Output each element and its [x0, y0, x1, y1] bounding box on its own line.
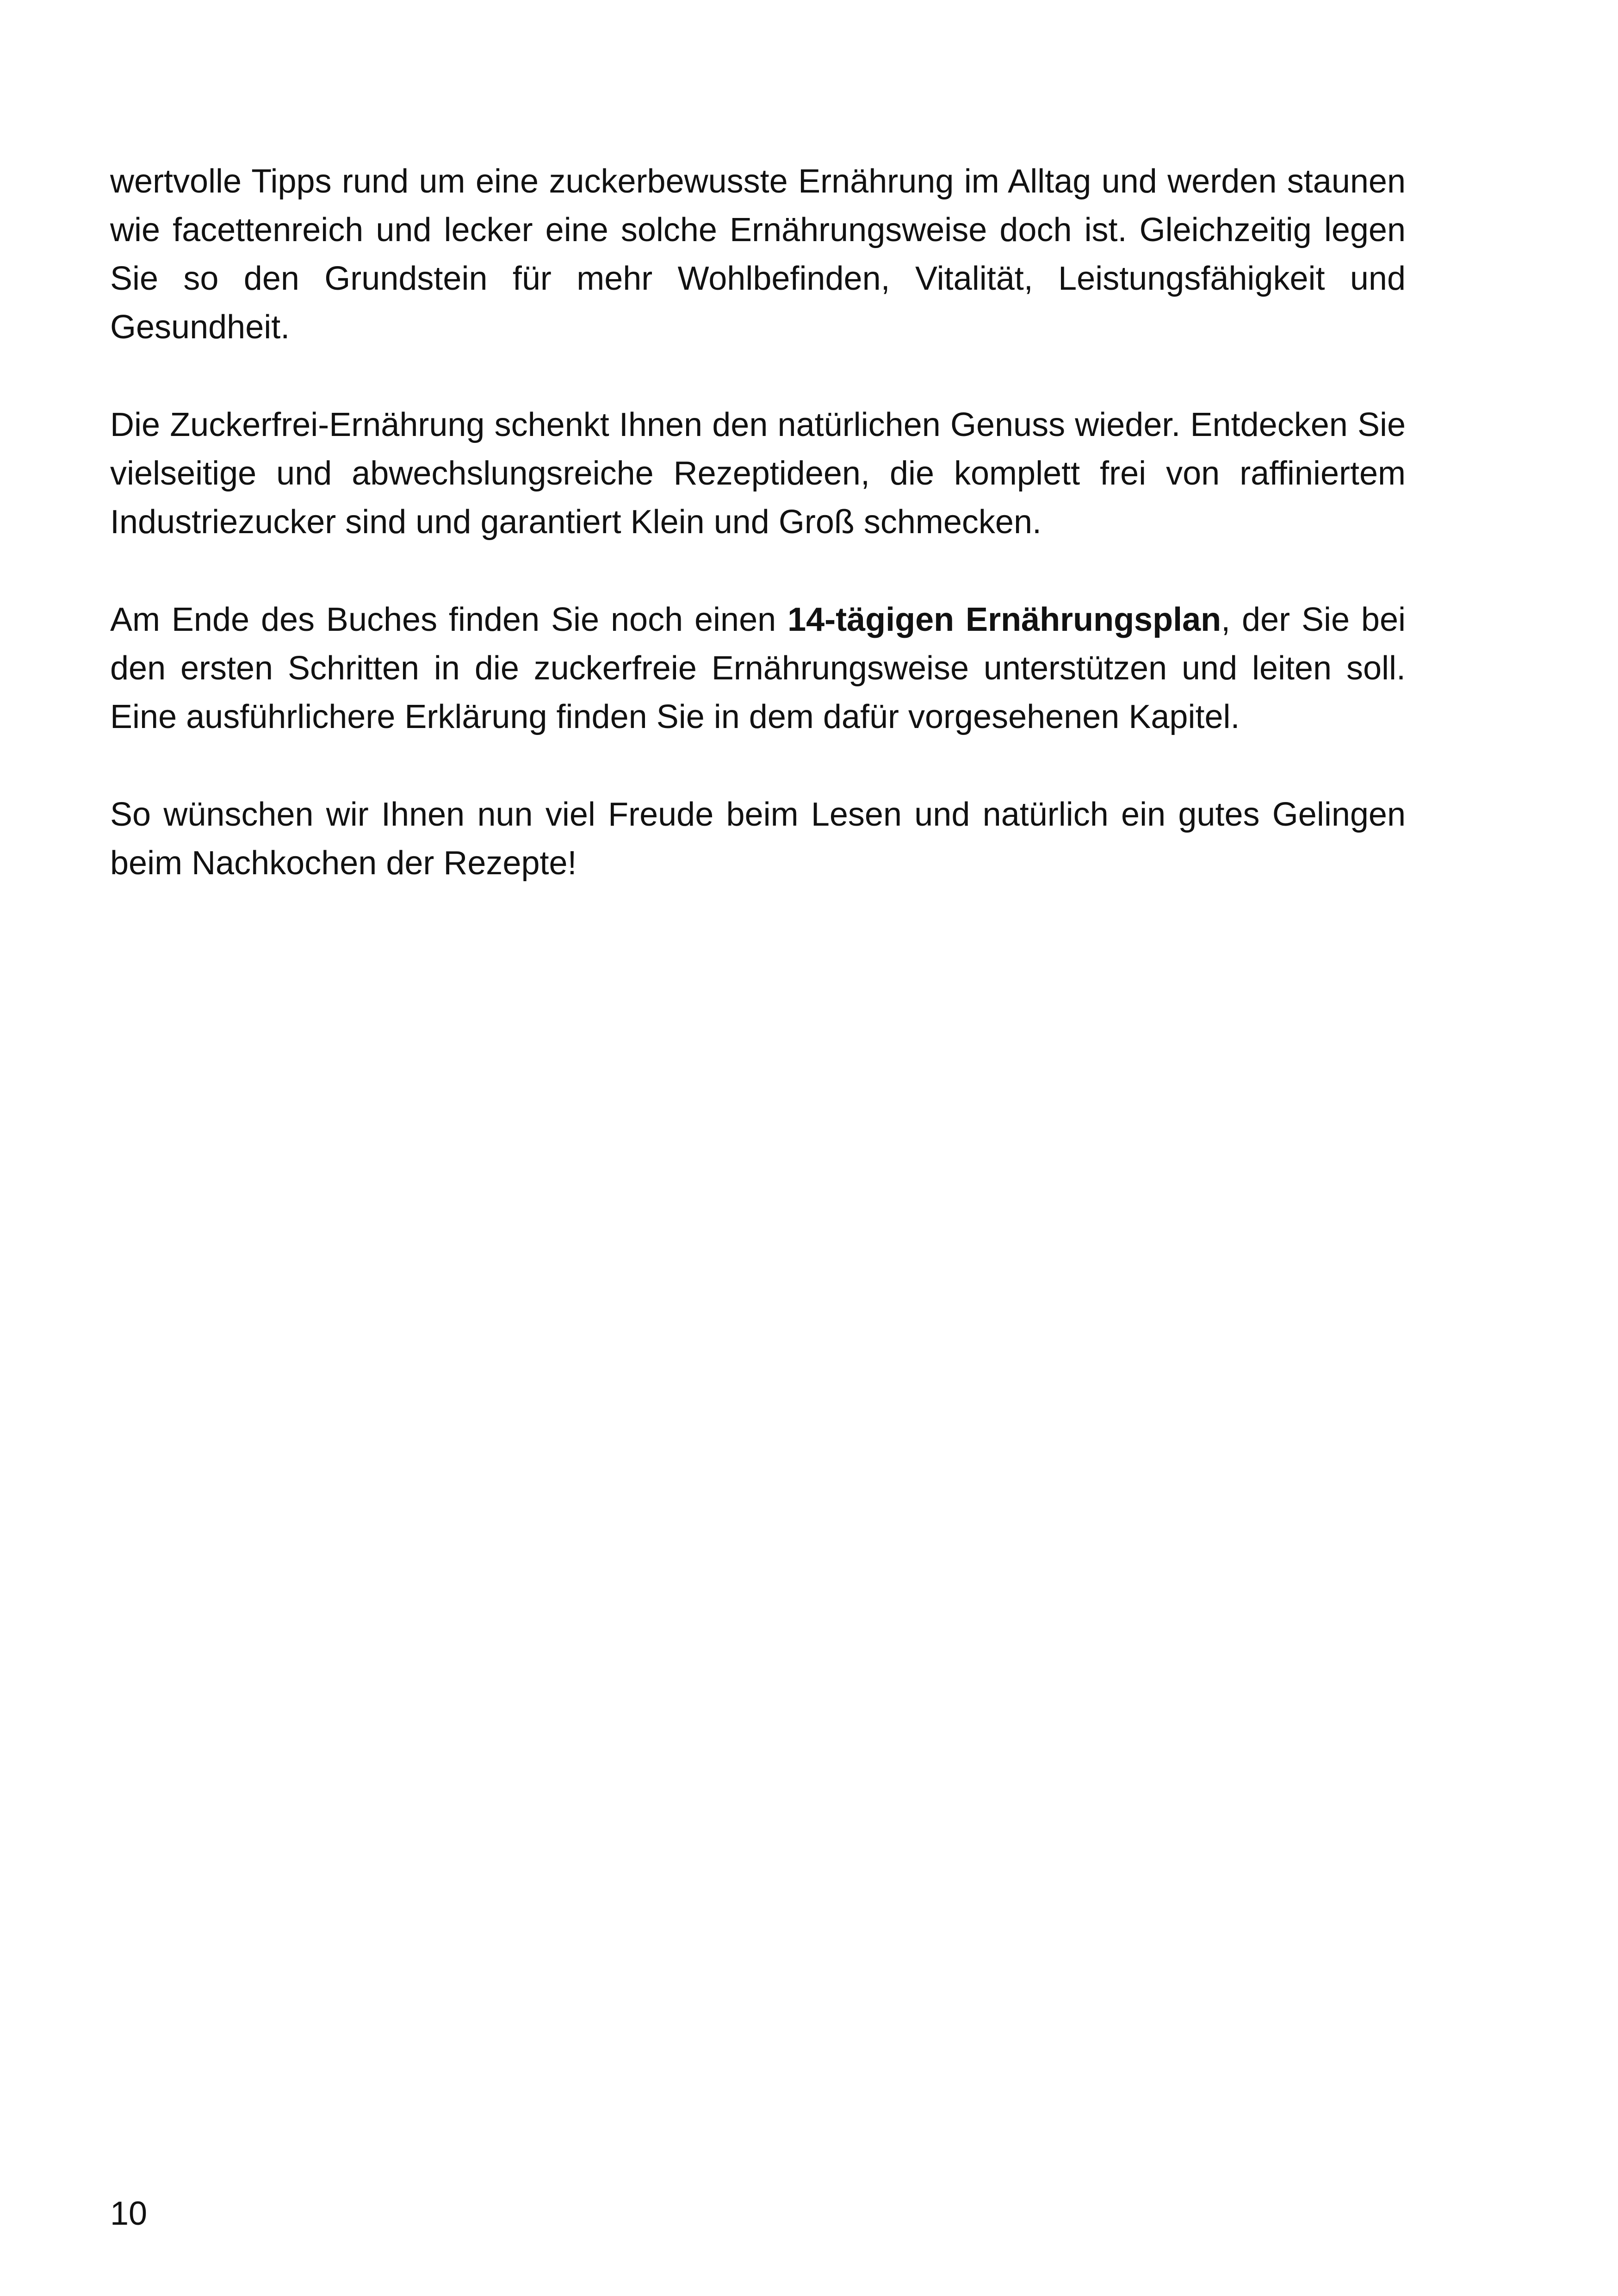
page-number: 10: [110, 2195, 148, 2232]
meal-plan-highlight: 14-tägigen Ernährungsplan: [787, 601, 1221, 638]
paragraph-meal-plan-intro: Am Ende des Buches finden Sie noch einen: [110, 601, 788, 638]
paragraph-tips: wertvolle Tipps rund um eine zuckerbewusste Ernährung im Alltag und werden staunen wie facettenreich und lecker eine solche Ernährungsweise doch ist. Gleichzeitig legen Sie so den Grundstein für mehr Wohlbefinden, Vitalität, Leistungsfähigkeit und Gesundheit.: [110, 163, 1406, 346]
body-text: [110, 157, 1406, 937]
paragraph-closing: So wünschen wir Ihnen nun viel Freude beim Lesen und natürlich ein gutes Gelingen beim Nachkochen der Rezepte!: [110, 796, 1406, 882]
paragraph-meal-plan: [110, 596, 1406, 741]
paragraph-meal-plan-rest: , der Sie bei den ersten Schritten in die zuckerfreie Ernährungsweise unterstützen und leiten soll. Eine ausführlichere Erklärung finden Sie in dem dafür vorgesehenen Kapitel.: [110, 601, 1406, 735]
paragraph-sugar-free: Die Zuckerfrei-Ernährung schenkt Ihnen den natürlichen Genuss wieder. Entdecken Sie vielseitige und abwechslungsreiche Rezeptideen, die komplett frei von raffiniertem Industriezucker sind und garantiert Klein und Groß schmecken.: [110, 406, 1406, 541]
